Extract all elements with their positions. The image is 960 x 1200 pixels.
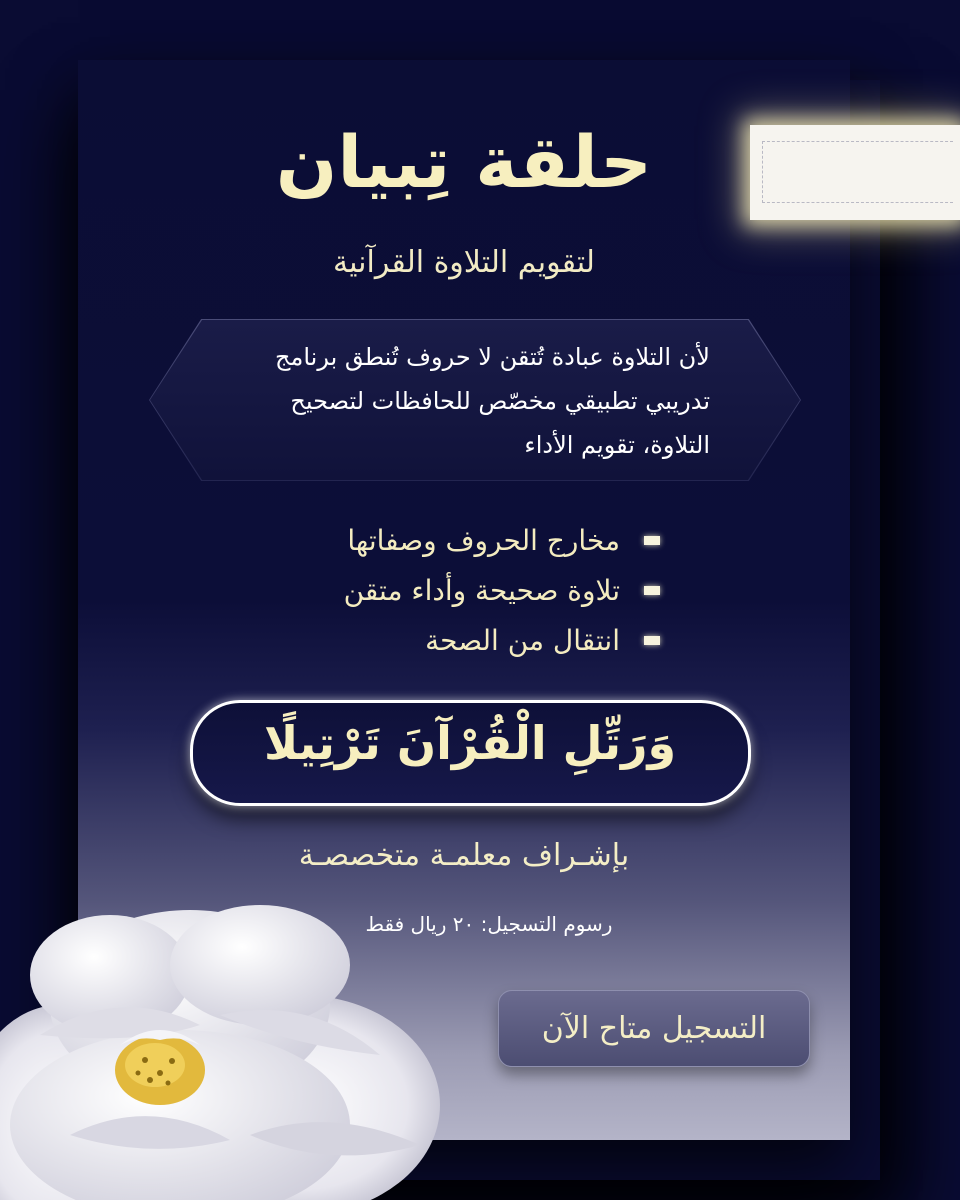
poster-subtitle: لتقويم التلاوة القرآنية [333,245,595,280]
list-item [200,615,660,665]
description-text: لأن التلاوة عبادة تُتقن لا حروف تُنطق برنامج تدريبي تطبيقي مخصّص للحافظات لتصحيح التلاوة، تقويم الأداء [274,343,710,459]
register-button-label: التسجيل متاح الآن [541,1011,767,1046]
register-button[interactable] [498,990,810,1067]
quran-verse: وَرَتِّلِ الْقُرْآنَ تَرْتِيلًا [263,716,677,770]
list-item-text: مخارج الحروف وصفاتها [347,523,620,557]
white-peony-icon [0,895,450,1200]
bullet-square-icon [644,536,660,545]
bullet-square-icon [644,636,660,645]
list-item-text: انتقال من الصحة [425,623,620,657]
bullet-square-icon [644,586,660,595]
list-item [200,565,660,615]
poster-title: حلقة تِبيان [275,120,653,204]
list-item [200,515,660,565]
features-list [200,515,660,665]
registration-fees: رسوم التسجيل: ٢٠ ريال فقط [365,912,613,936]
supervision-text: بإشـراف معلمـة متخصصـة [298,838,630,873]
list-item-text: تلاوة صحيحة وأداء متقن [343,573,620,607]
